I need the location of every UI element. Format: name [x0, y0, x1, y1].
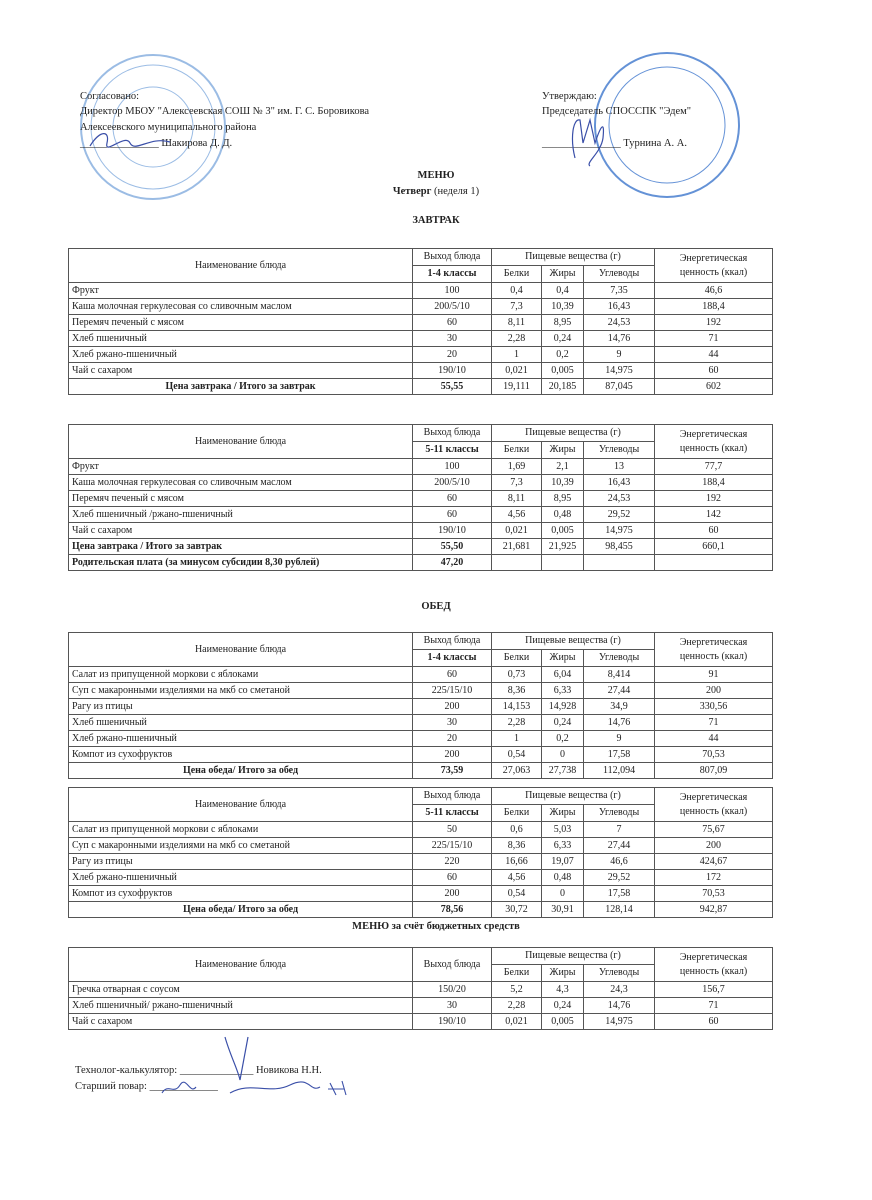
dish-yield: 190/10	[413, 363, 492, 379]
dish-protein: 7,3	[492, 299, 542, 315]
dish-fat: 10,39	[542, 299, 584, 315]
column-header-name: Наименование блюда	[69, 948, 413, 982]
dish-protein: 0,4	[492, 283, 542, 299]
cook-label: Старший повар:	[75, 1081, 147, 1092]
budget-table	[68, 947, 773, 1030]
dish-carbs: 14,975	[584, 363, 655, 379]
dish-yield: 60	[413, 507, 492, 523]
approve-label: Утверждаю:	[542, 91, 597, 102]
table-header-row	[69, 633, 773, 650]
dish-name: Чай с сахаром	[69, 523, 413, 539]
dish-yield: 200	[413, 886, 492, 902]
table-row	[69, 315, 773, 331]
dish-yield: 100	[413, 459, 492, 475]
parent-fee-row-name: Родительская плата (за минусом субсидии 8,30 рублей)	[69, 555, 413, 571]
week-label: (неделя 1)	[431, 186, 480, 197]
dish-energy: 70,53	[655, 747, 773, 763]
dish-name: Салат из припущенной моркови с яблоками	[69, 822, 413, 838]
dish-energy: 156,7	[655, 982, 773, 998]
dish-carbs: 17,58	[584, 747, 655, 763]
class-label: 1-4 классы	[413, 650, 492, 667]
dish-carbs: 14,76	[584, 715, 655, 731]
column-header-nutrients: Пищевые вещества (г)	[492, 425, 655, 442]
dish-energy: 75,67	[655, 822, 773, 838]
technologist-label: Технолог-калькулятор:	[75, 1065, 178, 1076]
dish-fat: 0,2	[542, 731, 584, 747]
dish-energy: 192	[655, 491, 773, 507]
total-row-energy: 602	[655, 379, 773, 395]
dish-fat: 6,04	[542, 667, 584, 683]
total-row-protein: 27,063	[492, 763, 542, 779]
dish-carbs: 27,44	[584, 683, 655, 699]
dish-name: Фрукт	[69, 459, 413, 475]
dish-carbs: 14,76	[584, 998, 655, 1014]
class-label: 1-4 классы	[413, 266, 492, 283]
dish-energy: 70,53	[655, 886, 773, 902]
dish-yield: 190/10	[413, 1014, 492, 1030]
dish-protein: 2,28	[492, 331, 542, 347]
dish-yield: 60	[413, 870, 492, 886]
dish-name: Перемяч печеный с мясом	[69, 491, 413, 507]
table-row	[69, 822, 773, 838]
parent-fee-row-protein	[492, 555, 542, 571]
dish-name: Суп с макаронными изделиями на мкб со сметаной	[69, 838, 413, 854]
dish-carbs: 27,44	[584, 838, 655, 854]
dish-carbs: 46,6	[584, 854, 655, 870]
dish-fat: 4,3	[542, 982, 584, 998]
dish-energy: 172	[655, 870, 773, 886]
class-label: 5-11 классы	[413, 442, 492, 459]
table-row	[69, 667, 773, 683]
cook-signature-mark	[160, 1075, 360, 1105]
dish-name: Чай с сахаром	[69, 363, 413, 379]
column-header-carbs: Углеводы	[584, 442, 655, 459]
parent-fee-row-energy	[655, 555, 773, 571]
dish-fat: 0,005	[542, 363, 584, 379]
dish-yield: 190/10	[413, 523, 492, 539]
column-header-carbs: Углеводы	[584, 965, 655, 982]
dish-name: Хлеб ржано-пшеничный	[69, 731, 413, 747]
column-header-yield: Выход блюда	[413, 425, 492, 442]
total-row-protein: 21,681	[492, 539, 542, 555]
dish-carbs: 13	[584, 459, 655, 475]
total-row	[69, 763, 773, 779]
table-row	[69, 715, 773, 731]
dish-protein: 8,11	[492, 491, 542, 507]
table-row	[69, 299, 773, 315]
total-row-name: Цена обеда/ Итого за обед	[69, 763, 413, 779]
dish-yield: 150/20	[413, 982, 492, 998]
dish-fat: 8,95	[542, 315, 584, 331]
table-row	[69, 982, 773, 998]
table-row	[69, 331, 773, 347]
column-header-energy: Энергетическая ценность (ккал)	[655, 788, 773, 822]
section-lunch: ОБЕД	[421, 601, 451, 612]
table-row	[69, 507, 773, 523]
total-row	[69, 539, 773, 555]
column-header-name: Наименование блюда	[69, 249, 413, 283]
dish-energy: 192	[655, 315, 773, 331]
dish-energy: 142	[655, 507, 773, 523]
table-row	[69, 886, 773, 902]
dish-fat: 8,95	[542, 491, 584, 507]
dish-name: Хлеб пшеничный/ ржано-пшеничный	[69, 998, 413, 1014]
dish-carbs: 34,9	[584, 699, 655, 715]
parent-fee-row-fat	[542, 555, 584, 571]
table-row	[69, 283, 773, 299]
total-row-yield: 55,50	[413, 539, 492, 555]
table-row	[69, 699, 773, 715]
column-header-energy: Энергетическая ценность (ккал)	[655, 425, 773, 459]
menu-title: МЕНЮ	[417, 170, 455, 181]
dish-protein: 0,021	[492, 363, 542, 379]
dish-fat: 6,33	[542, 683, 584, 699]
dish-protein: 0,73	[492, 667, 542, 683]
dish-name: Каша молочная геркулесовая со сливочным маслом	[69, 299, 413, 315]
total-row-fat: 20,185	[542, 379, 584, 395]
dish-protein: 2,28	[492, 715, 542, 731]
dish-name: Перемяч печеный с мясом	[69, 315, 413, 331]
dish-name: Хлеб пшеничный	[69, 715, 413, 731]
agreed-label: Согласовано:	[80, 91, 140, 102]
dish-fat: 10,39	[542, 475, 584, 491]
dish-yield: 200/5/10	[413, 475, 492, 491]
table-header-row	[69, 425, 773, 442]
dish-name: Хлеб пшеничный	[69, 331, 413, 347]
technologist-name: Новикова Н.Н.	[255, 1065, 322, 1076]
total-row-yield: 78,56	[413, 902, 492, 918]
dish-carbs: 14,975	[584, 1014, 655, 1030]
dish-carbs: 14,975	[584, 523, 655, 539]
column-header-protein: Белки	[492, 442, 542, 459]
dish-carbs: 8,414	[584, 667, 655, 683]
total-row-carbs: 128,14	[584, 902, 655, 918]
dish-yield: 30	[413, 715, 492, 731]
dish-protein: 0,021	[492, 1014, 542, 1030]
dish-name: Хлеб ржано-пшеничный	[69, 347, 413, 363]
total-row-fat: 27,738	[542, 763, 584, 779]
dish-yield: 200	[413, 747, 492, 763]
total-row	[69, 902, 773, 918]
dish-protein: 8,11	[492, 315, 542, 331]
section-breakfast: ЗАВТРАК	[412, 215, 460, 226]
total-row-protein: 19,111	[492, 379, 542, 395]
class-label: 5-11 классы	[413, 805, 492, 822]
column-header-nutrients: Пищевые вещества (г)	[492, 249, 655, 266]
dish-fat: 14,928	[542, 699, 584, 715]
dish-energy: 60	[655, 363, 773, 379]
dish-protein: 0,54	[492, 886, 542, 902]
column-header-nutrients: Пищевые вещества (г)	[492, 633, 655, 650]
dish-carbs: 29,52	[584, 507, 655, 523]
signature-line: _______________	[542, 138, 621, 149]
total-row-protein: 30,72	[492, 902, 542, 918]
table-row	[69, 683, 773, 699]
parent-fee-row-yield: 47,20	[413, 555, 492, 571]
dish-energy: 44	[655, 731, 773, 747]
dish-energy: 71	[655, 715, 773, 731]
section-budget: МЕНЮ за счёт бюджетных средств	[352, 921, 520, 932]
total-row-carbs: 87,045	[584, 379, 655, 395]
dish-fat: 6,33	[542, 838, 584, 854]
column-header-name: Наименование блюда	[69, 633, 413, 667]
table-row	[69, 870, 773, 886]
column-header-fat: Жиры	[542, 266, 584, 283]
dish-yield: 30	[413, 331, 492, 347]
table-row	[69, 1014, 773, 1030]
dish-protein: 1	[492, 731, 542, 747]
total-row-name: Цена завтрака / Итого за завтрак	[69, 379, 413, 395]
dish-fat: 0	[542, 747, 584, 763]
column-header-protein: Белки	[492, 805, 542, 822]
total-row-name: Цена обеда/ Итого за обед	[69, 902, 413, 918]
dish-energy: 188,4	[655, 475, 773, 491]
dish-carbs: 9	[584, 347, 655, 363]
dish-yield: 225/15/10	[413, 838, 492, 854]
total-row-carbs: 112,094	[584, 763, 655, 779]
dish-protein: 4,56	[492, 870, 542, 886]
total-row-yield: 55,55	[413, 379, 492, 395]
dish-fat: 0,24	[542, 331, 584, 347]
signature-line: _______________	[80, 138, 159, 149]
dish-fat: 2,1	[542, 459, 584, 475]
dish-name: Салат из припущенной моркови с яблоками	[69, 667, 413, 683]
dish-name: Рагу из птицы	[69, 699, 413, 715]
dish-fat: 0,2	[542, 347, 584, 363]
breakfast-table-5-11	[68, 424, 773, 571]
lunch-table-5-11	[68, 787, 773, 918]
dish-energy: 91	[655, 667, 773, 683]
column-header-carbs: Углеводы	[584, 266, 655, 283]
column-header-yield: Выход блюда	[413, 788, 492, 805]
table-row	[69, 459, 773, 475]
column-header-fat: Жиры	[542, 965, 584, 982]
column-header-name: Наименование блюда	[69, 425, 413, 459]
column-header-yield: Выход блюда	[413, 948, 492, 982]
dish-carbs: 16,43	[584, 475, 655, 491]
dish-name: Компот из сухофруктов	[69, 747, 413, 763]
table-header-row	[69, 948, 773, 965]
dish-fat: 0,4	[542, 283, 584, 299]
dish-name: Фрукт	[69, 283, 413, 299]
dish-yield: 60	[413, 315, 492, 331]
column-header-carbs: Углеводы	[584, 650, 655, 667]
dish-fat: 0,24	[542, 998, 584, 1014]
chairman-signature-mark	[565, 108, 615, 168]
dish-carbs: 7	[584, 822, 655, 838]
dish-yield: 60	[413, 491, 492, 507]
table-row	[69, 731, 773, 747]
dish-yield: 50	[413, 822, 492, 838]
table-header-row	[69, 788, 773, 805]
column-header-nutrients: Пищевые вещества (г)	[492, 948, 655, 965]
total-row-fat: 21,925	[542, 539, 584, 555]
dish-carbs: 7,35	[584, 283, 655, 299]
dish-energy: 44	[655, 347, 773, 363]
dish-fat: 0,48	[542, 507, 584, 523]
total-row-yield: 73,59	[413, 763, 492, 779]
dish-protein: 8,36	[492, 683, 542, 699]
signature-line: _____________	[149, 1081, 218, 1092]
column-header-energy: Энергетическая ценность (ккал)	[655, 249, 773, 283]
dish-carbs: 24,3	[584, 982, 655, 998]
dish-protein: 7,3	[492, 475, 542, 491]
dish-name: Хлеб ржано-пшеничный	[69, 870, 413, 886]
dish-energy: 200	[655, 683, 773, 699]
table-row	[69, 838, 773, 854]
dish-name: Каша молочная геркулесовая со сливочным маслом	[69, 475, 413, 491]
column-header-protein: Белки	[492, 266, 542, 283]
dish-carbs: 24,53	[584, 315, 655, 331]
dish-energy: 60	[655, 1014, 773, 1030]
dish-fat: 0,005	[542, 1014, 584, 1030]
dish-protein: 16,66	[492, 854, 542, 870]
dish-fat: 0,48	[542, 870, 584, 886]
dish-name: Хлеб пшеничный /ржано-пшеничный	[69, 507, 413, 523]
dish-protein: 1	[492, 347, 542, 363]
director-signature-mark	[85, 128, 175, 153]
total-row-name: Цена завтрака / Итого за завтрак	[69, 539, 413, 555]
chairman-position: Председатель СПОССПК "Эдем"	[542, 106, 692, 117]
parent-fee-row	[69, 555, 773, 571]
dish-name: Суп с макаронными изделиями на мкб со сметаной	[69, 683, 413, 699]
dish-yield: 220	[413, 854, 492, 870]
column-header-energy: Энергетическая ценность (ккал)	[655, 633, 773, 667]
column-header-nutrients: Пищевые вещества (г)	[492, 788, 655, 805]
total-row-fat: 30,91	[542, 902, 584, 918]
menu-day	[0, 186, 872, 197]
table-header-row	[69, 249, 773, 266]
dish-protein: 8,36	[492, 838, 542, 854]
director-position: Директор МБОУ "Алексеевская СОШ № 3" им. Г. С. Боровикова	[80, 106, 370, 117]
table-row	[69, 491, 773, 507]
column-header-name: Наименование блюда	[69, 788, 413, 822]
table-row	[69, 854, 773, 870]
dish-yield: 30	[413, 998, 492, 1014]
dish-yield: 225/15/10	[413, 683, 492, 699]
column-header-carbs: Углеводы	[584, 805, 655, 822]
dish-yield: 200	[413, 699, 492, 715]
lunch-table-1-4	[68, 632, 773, 779]
dish-energy: 71	[655, 331, 773, 347]
column-header-fat: Жиры	[542, 442, 584, 459]
director-name: Шакирова Д. Д.	[161, 138, 233, 149]
dish-yield: 100	[413, 283, 492, 299]
dish-energy: 200	[655, 838, 773, 854]
dish-carbs: 14,76	[584, 331, 655, 347]
breakfast-table-1-4	[68, 248, 773, 395]
dish-carbs: 24,53	[584, 491, 655, 507]
dish-protein: 1,69	[492, 459, 542, 475]
dish-energy: 188,4	[655, 299, 773, 315]
dish-name: Чай с сахаром	[69, 1014, 413, 1030]
dish-fat: 19,07	[542, 854, 584, 870]
column-header-fat: Жиры	[542, 650, 584, 667]
total-row-energy: 660,1	[655, 539, 773, 555]
column-header-yield: Выход блюда	[413, 249, 492, 266]
dish-yield: 200/5/10	[413, 299, 492, 315]
dish-yield: 60	[413, 667, 492, 683]
day-name: Четверг	[392, 186, 432, 197]
dish-energy: 424,67	[655, 854, 773, 870]
district: Алексеевского муниципального района	[80, 122, 257, 133]
dish-protein: 14,153	[492, 699, 542, 715]
table-row	[69, 747, 773, 763]
total-row	[69, 379, 773, 395]
total-row-energy: 942,87	[655, 902, 773, 918]
dish-protein: 0,54	[492, 747, 542, 763]
column-header-protein: Белки	[492, 650, 542, 667]
chairman-name: Турнина А. А.	[623, 138, 687, 149]
column-header-protein: Белки	[492, 965, 542, 982]
dish-fat: 0,24	[542, 715, 584, 731]
table-row	[69, 475, 773, 491]
dish-protein: 0,021	[492, 523, 542, 539]
column-header-yield: Выход блюда	[413, 633, 492, 650]
dish-carbs: 29,52	[584, 870, 655, 886]
dish-carbs: 16,43	[584, 299, 655, 315]
dish-carbs: 17,58	[584, 886, 655, 902]
dish-energy: 71	[655, 998, 773, 1014]
total-row-carbs: 98,455	[584, 539, 655, 555]
signature-line: ______________	[179, 1065, 254, 1076]
dish-protein: 5,2	[492, 982, 542, 998]
dish-name: Рагу из птицы	[69, 854, 413, 870]
dish-yield: 20	[413, 731, 492, 747]
dish-name: Компот из сухофруктов	[69, 886, 413, 902]
table-row	[69, 347, 773, 363]
dish-energy: 60	[655, 523, 773, 539]
table-row	[69, 998, 773, 1014]
dish-energy: 46,6	[655, 283, 773, 299]
dish-carbs: 9	[584, 731, 655, 747]
dish-name: Гречка отварная с соусом	[69, 982, 413, 998]
dish-energy: 330,56	[655, 699, 773, 715]
dish-fat: 0	[542, 886, 584, 902]
dish-yield: 20	[413, 347, 492, 363]
column-header-energy: Энергетическая ценность (ккал)	[655, 948, 773, 982]
dish-fat: 0,005	[542, 523, 584, 539]
total-row-energy: 807,09	[655, 763, 773, 779]
dish-protein: 2,28	[492, 998, 542, 1014]
dish-protein: 0,6	[492, 822, 542, 838]
dish-fat: 5,03	[542, 822, 584, 838]
table-row	[69, 363, 773, 379]
dish-protein: 4,56	[492, 507, 542, 523]
table-row	[69, 523, 773, 539]
parent-fee-row-carbs	[584, 555, 655, 571]
column-header-fat: Жиры	[542, 805, 584, 822]
dish-energy: 77,7	[655, 459, 773, 475]
